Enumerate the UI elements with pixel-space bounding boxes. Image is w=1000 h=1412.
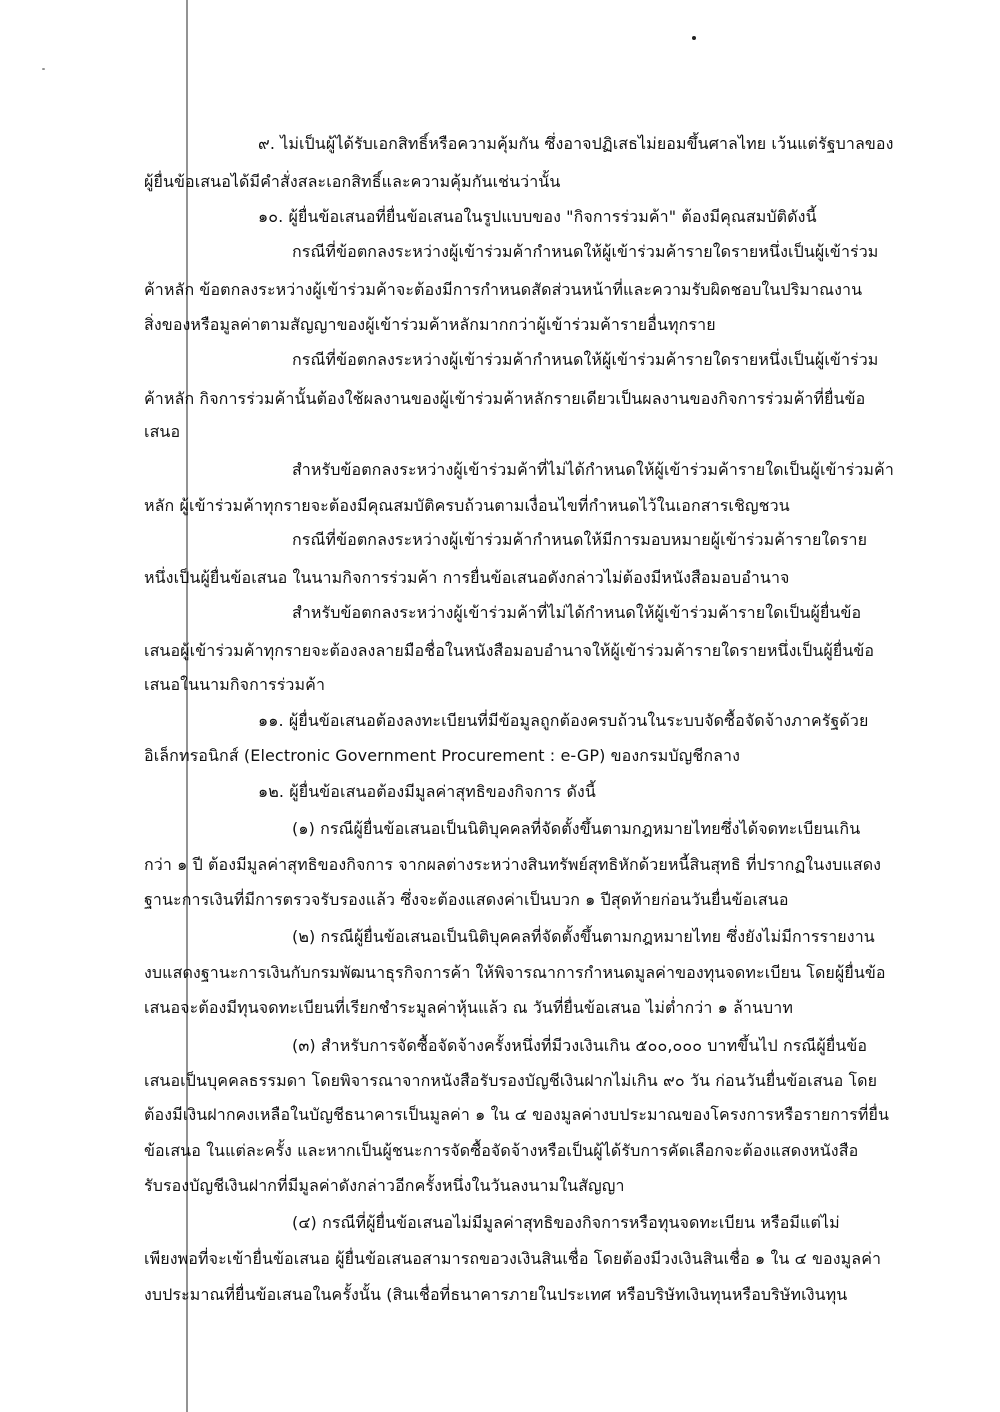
scan-speck [42, 68, 45, 70]
clause-12-1-line-3: ฐานะการเงินที่มีการตรวจรับรองแล้ว ซึ่งจะต้องแสดงค่าเป็นบวก ๑ ปีสุดท้ายก่อนวันยื่นข้อเสนอ [144, 890, 789, 909]
clause-9-line-2: ผู้ยื่นข้อเสนอได้มีคำสั่งสละเอกสิทธิ์และความคุ้มกันเช่นว่านั้น [144, 172, 561, 191]
clause-12-3-line-1: (๓) สำหรับการจัดซื้อจัดจ้างครั้งหนึ่งที่มีวงเงินเกิน ๕๐๐,๐๐๐ บาทขึ้นไป กรณีผู้ยื่นข้อ [292, 1036, 868, 1055]
clause-12-4-line-1: (๔) กรณีที่ผู้ยื่นข้อเสนอไม่มีมูลค่าสุทธิของกิจการหรือทุนจดทะเบียน หรือมีแต่ไม่ [292, 1213, 840, 1232]
clause-10-para1-line-1: กรณีที่ข้อตกลงระหว่างผู้เข้าร่วมค้ากำหนดให้ผู้เข้าร่วมค้ารายใดรายหนึ่งเป็นผู้เข้าร่วม [292, 242, 879, 261]
scan-fold-line [186, 0, 188, 1412]
clause-9-line-1: ๙. ไม่เป็นผู้ได้รับเอกสิทธิ์หรือความคุ้มกัน ซึ่งอาจปฏิเสธไม่ยอมขึ้นศาลไทย เว้นแต่รัฐบาลของ [258, 134, 894, 153]
clause-12-3-line-4: ข้อเสนอ ในแต่ละครั้ง และหากเป็นผู้ชนะการจัดซื้อจัดจ้างหรือเป็นผู้ได้รับการคัดเลือกจะต้องแสดงหนังสือ [144, 1141, 859, 1160]
clause-10-para1-line-2: ค้าหลัก ข้อตกลงระหว่างผู้เข้าร่วมค้าจะต้องมีการกำหนดสัดส่วนหน้าที่และความรับผิดชอบในปริมาณงาน [144, 280, 863, 299]
clause-10-para1-line-3: สิ่งของหรือมูลค่าตามสัญญาของผู้เข้าร่วมค้าหลักมากกว่าผู้เข้าร่วมค้ารายอื่นทุกราย [144, 315, 716, 334]
scan-speck [692, 36, 696, 40]
clause-10-para5-line-2: เสนอผู้เข้าร่วมค้าทุกรายจะต้องลงลายมือชื่อในหนังสือมอบอำนาจให้ผู้เข้าร่วมค้ารายใดรายหนึ่งเป็นผู้ยื่นข้อ [144, 641, 875, 660]
clause-12-1-line-1: (๑) กรณีผู้ยื่นข้อเสนอเป็นนิติบุคคลที่จัดตั้งขึ้นตามกฎหมายไทยซึ่งได้จดทะเบียนเกิน [292, 819, 861, 838]
clause-10-heading: ๑๐. ผู้ยื่นข้อเสนอที่ยื่นข้อเสนอในรูปแบบของ "กิจการร่วมค้า" ต้องมีคุณสมบัติดังนี้ [258, 207, 817, 226]
clause-12-4-line-2: เพียงพอที่จะเข้ายื่นข้อเสนอ ผู้ยื่นข้อเสนอสามารถขอวงเงินสินเชื่อ โดยต้องมีวงเงินสินเชื่อ ๑ ใน ๔ ของมูลค่า [144, 1249, 882, 1268]
clause-10-para2-line-2: ค้าหลัก กิจการร่วมค้านั้นต้องใช้ผลงานของผู้เข้าร่วมค้าหลักรายเดียวเป็นผลงานของกิจการร่วมค้าที่ยื่นข้อ [144, 389, 866, 408]
clause-12-3-line-2: เสนอเป็นบุคคลธรรมดา โดยพิจารณาจากหนังสือรับรองบัญชีเงินฝากไม่เกิน ๙๐ วัน ก่อนวันยื่นข้อเสนอ โดย [144, 1071, 878, 1090]
clause-10-para3-line-1: สำหรับข้อตกลงระหว่างผู้เข้าร่วมค้าที่ไม่ได้กำหนดให้ผู้เข้าร่วมค้ารายใดเป็นผู้เข้าร่วมค้า [292, 460, 894, 479]
clause-12-3-line-5: รับรองบัญชีเงินฝากที่มีมูลค่าดังกล่าวอีกครั้งหนึ่งในวันลงนามในสัญญา [144, 1176, 625, 1195]
clause-12-2-line-3: เสนอจะต้องมีทุนจดทะเบียนที่เรียกชำระมูลค่าหุ้นแล้ว ณ วันที่ยื่นข้อเสนอ ไม่ต่ำกว่า ๑ ล้านบาท [144, 998, 794, 1017]
clause-12-3-line-3: ต้องมีเงินฝากคงเหลือในบัญชีธนาคารเป็นมูลค่า ๑ ใน ๔ ของมูลค่างบประมาณของโครงการหรือรายการที่ยื่น [144, 1105, 890, 1124]
clause-12-heading: ๑๒. ผู้ยื่นข้อเสนอต้องมีมูลค่าสุทธิของกิจการ ดังนี้ [258, 782, 596, 801]
clause-12-2-line-1: (๒) กรณีผู้ยื่นข้อเสนอเป็นนิติบุคคลที่จัดตั้งขึ้นตามกฎหมายไทย ซึ่งยังไม่มีการรายงาน [292, 927, 875, 946]
clause-11-line-2: อิเล็กทรอนิกส์ (Electronic Government Procurement : e-GP) ของกรมบัญชีกลาง [144, 746, 741, 765]
clause-10-para2-line-3: เสนอ [144, 422, 181, 441]
clause-10-para4-line-2: หนึ่งเป็นผู้ยื่นข้อเสนอ ในนามกิจการร่วมค้า การยื่นข้อเสนอดังกล่าวไม่ต้องมีหนังสือมอบอำนาจ [144, 568, 790, 587]
clause-12-1-line-2: กว่า ๑ ปี ต้องมีมูลค่าสุทธิของกิจการ จากผลต่างระหว่างสินทรัพย์สุทธิหักด้วยหนี้สินสุทธิ ที่ปรากฏในงบแสดง [144, 855, 882, 874]
clause-10-para5-line-1: สำหรับข้อตกลงระหว่างผู้เข้าร่วมค้าที่ไม่ได้กำหนดให้ผู้เข้าร่วมค้ารายใดเป็นผู้ยื่นข้อ [292, 603, 862, 622]
clause-12-4-line-3: งบประมาณที่ยื่นข้อเสนอในครั้งนั้น (สินเชื่อที่ธนาคารภายในประเทศ หรือบริษัทเงินทุนหรือบริษัทเงินทุน [144, 1285, 848, 1304]
clause-10-para3-line-2: หลัก ผู้เข้าร่วมค้าทุกรายจะต้องมีคุณสมบัติครบถ้วนตามเงื่อนไขที่กำหนดไว้ในเอกสารเชิญชวน [144, 496, 790, 515]
clause-10-para2-line-1: กรณีที่ข้อตกลงระหว่างผู้เข้าร่วมค้ากำหนดให้ผู้เข้าร่วมค้ารายใดรายหนึ่งเป็นผู้เข้าร่วม [292, 350, 879, 369]
clause-12-2-line-2: งบแสดงฐานะการเงินกับกรมพัฒนาธุรกิจการค้า ให้พิจารณาการกำหนดมูลค่าของทุนจดทะเบียน โดยผู้ยื่นข้อ [144, 963, 886, 982]
clause-11-line-1: ๑๑. ผู้ยื่นข้อเสนอต้องลงทะเบียนที่มีข้อมูลถูกต้องครบถ้วนในระบบจัดซื้อจัดจ้างภาครัฐด้วย [258, 711, 869, 730]
clause-10-para5-line-3: เสนอในนามกิจการร่วมค้า [144, 675, 326, 694]
clause-10-para4-line-1: กรณีที่ข้อตกลงระหว่างผู้เข้าร่วมค้ากำหนดให้มีการมอบหมายผู้เข้าร่วมค้ารายใดราย [292, 530, 868, 549]
